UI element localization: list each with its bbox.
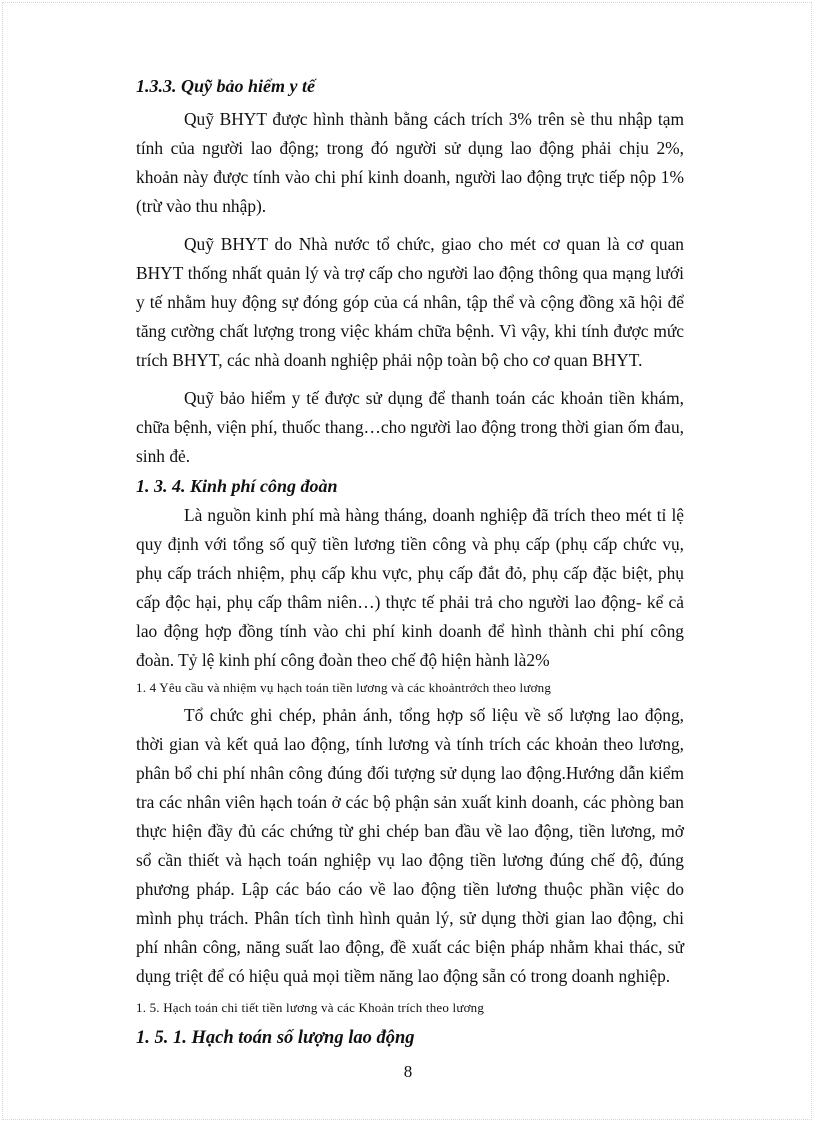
paragraph-bhyt-usage: Quỹ bảo hiểm y tế được sử dụng để thanh toán các khoản tiền khám, chữa bệnh, viện phí, thuốc thang…cho người lao động trong thời gian ốm đau, sinh đẻ. <box>136 388 684 466</box>
section-heading-1-4: 1. 4 Yêu cầu và nhiệm vụ hạch toán tiền lương và các khoảntrớch theo lương <box>136 680 552 695</box>
paragraph-union-fund: Là nguồn kinh phí mà hàng tháng, doanh nghiệp đã trích theo mét tỉ lệ quy định với tổng số quỹ tiền lương tiền công và phụ cấp (phụ cấp chức vụ, phụ cấp trách nhiệm, phụ cấp khu vực, phụ cấp đắt đỏ, phụ cấp đặc biệt, phụ cấp độc hại, phụ cấp thâm niên…) thực tế phải trả cho người lao động- kể cả lao động hợp đồng tính vào chi phí kinh doanh để hình thành chi phí công đoàn. Tỷ lệ kinh phí công đoàn theo chế độ hiện hành là2% <box>136 505 684 670</box>
paragraph-bhyt-formation: Quỹ BHYT được hình thành bằng cách trích 3% trên sè thu nhập tạm tính của người lao động; trong đó người sử dụng lao động phải chịu 2%, khoản này được tính vào chi phí kinh doanh, người lao động trực tiếp nộp 1% (trừ vào thu nhập). <box>136 109 684 216</box>
paragraph-requirements: Tổ chức ghi chép, phản ánh, tổng hợp số liệu về số lượng lao động, thời gian và kết quả lao động, tính lương và tính trích các khoản theo lương, phân bổ chi phí nhân công đúng đối tượng sử dụng lao động.Hướng dẫn kiểm tra các nhân viên hạch toán ở các bộ phận sản xuất kinh doanh, các phòng ban thực hiện đầy đủ các chứng từ ghi chép ban đầu về lao động, tiền lương, mở sổ cần thiết và hạch toán nghiệp vụ lao động tiền lương đúng chế độ, đúng phương pháp. Lập các báo cáo về lao động tiền lương thuộc phần việc do mình phụ trách. Phân tích tình hình quản lý, sử dụng thời gian lao động, chi phí nhân công, năng suất lao động, đề xuất các biện pháp nhằm khai thác, sử dụng triệt để có hiệu quả mọi tiềm năng lao động sẵn có trong doanh nghiệp. <box>136 705 684 986</box>
section-heading-1-5-1: 1. 5. 1. Hạch toán số lượng lao động <box>136 1028 415 1048</box>
paragraph-bhyt-management: Quỹ BHYT do Nhà nước tổ chức, giao cho mét cơ quan là cơ quan BHYT thống nhất quản lý và trợ cấp cho người lao động thông qua mạng lưới y tế nhằm huy động sự đóng góp của cá nhân, tập thể và cộng đồng xã hội để tăng cường chất lượng trong việc khám chữa bệnh. Vì vậy, khi tính được mức trích BHYT, các nhà doanh nghiệp phải nộp toàn bộ cho cơ quan BHYT. <box>136 234 684 370</box>
section-heading-1-5: 1. 5. Hạch toán chi tiết tiền lương và các Khoản trích theo lương <box>136 1000 485 1015</box>
section-heading-1-3-3: 1.3.3. Quỹ bảo hiểm y tế <box>136 76 315 96</box>
page-number: 8 <box>403 1062 413 1081</box>
section-heading-1-3-4: 1. 3. 4. Kinh phí công đoàn <box>136 476 338 496</box>
page-content <box>136 73 684 1051</box>
